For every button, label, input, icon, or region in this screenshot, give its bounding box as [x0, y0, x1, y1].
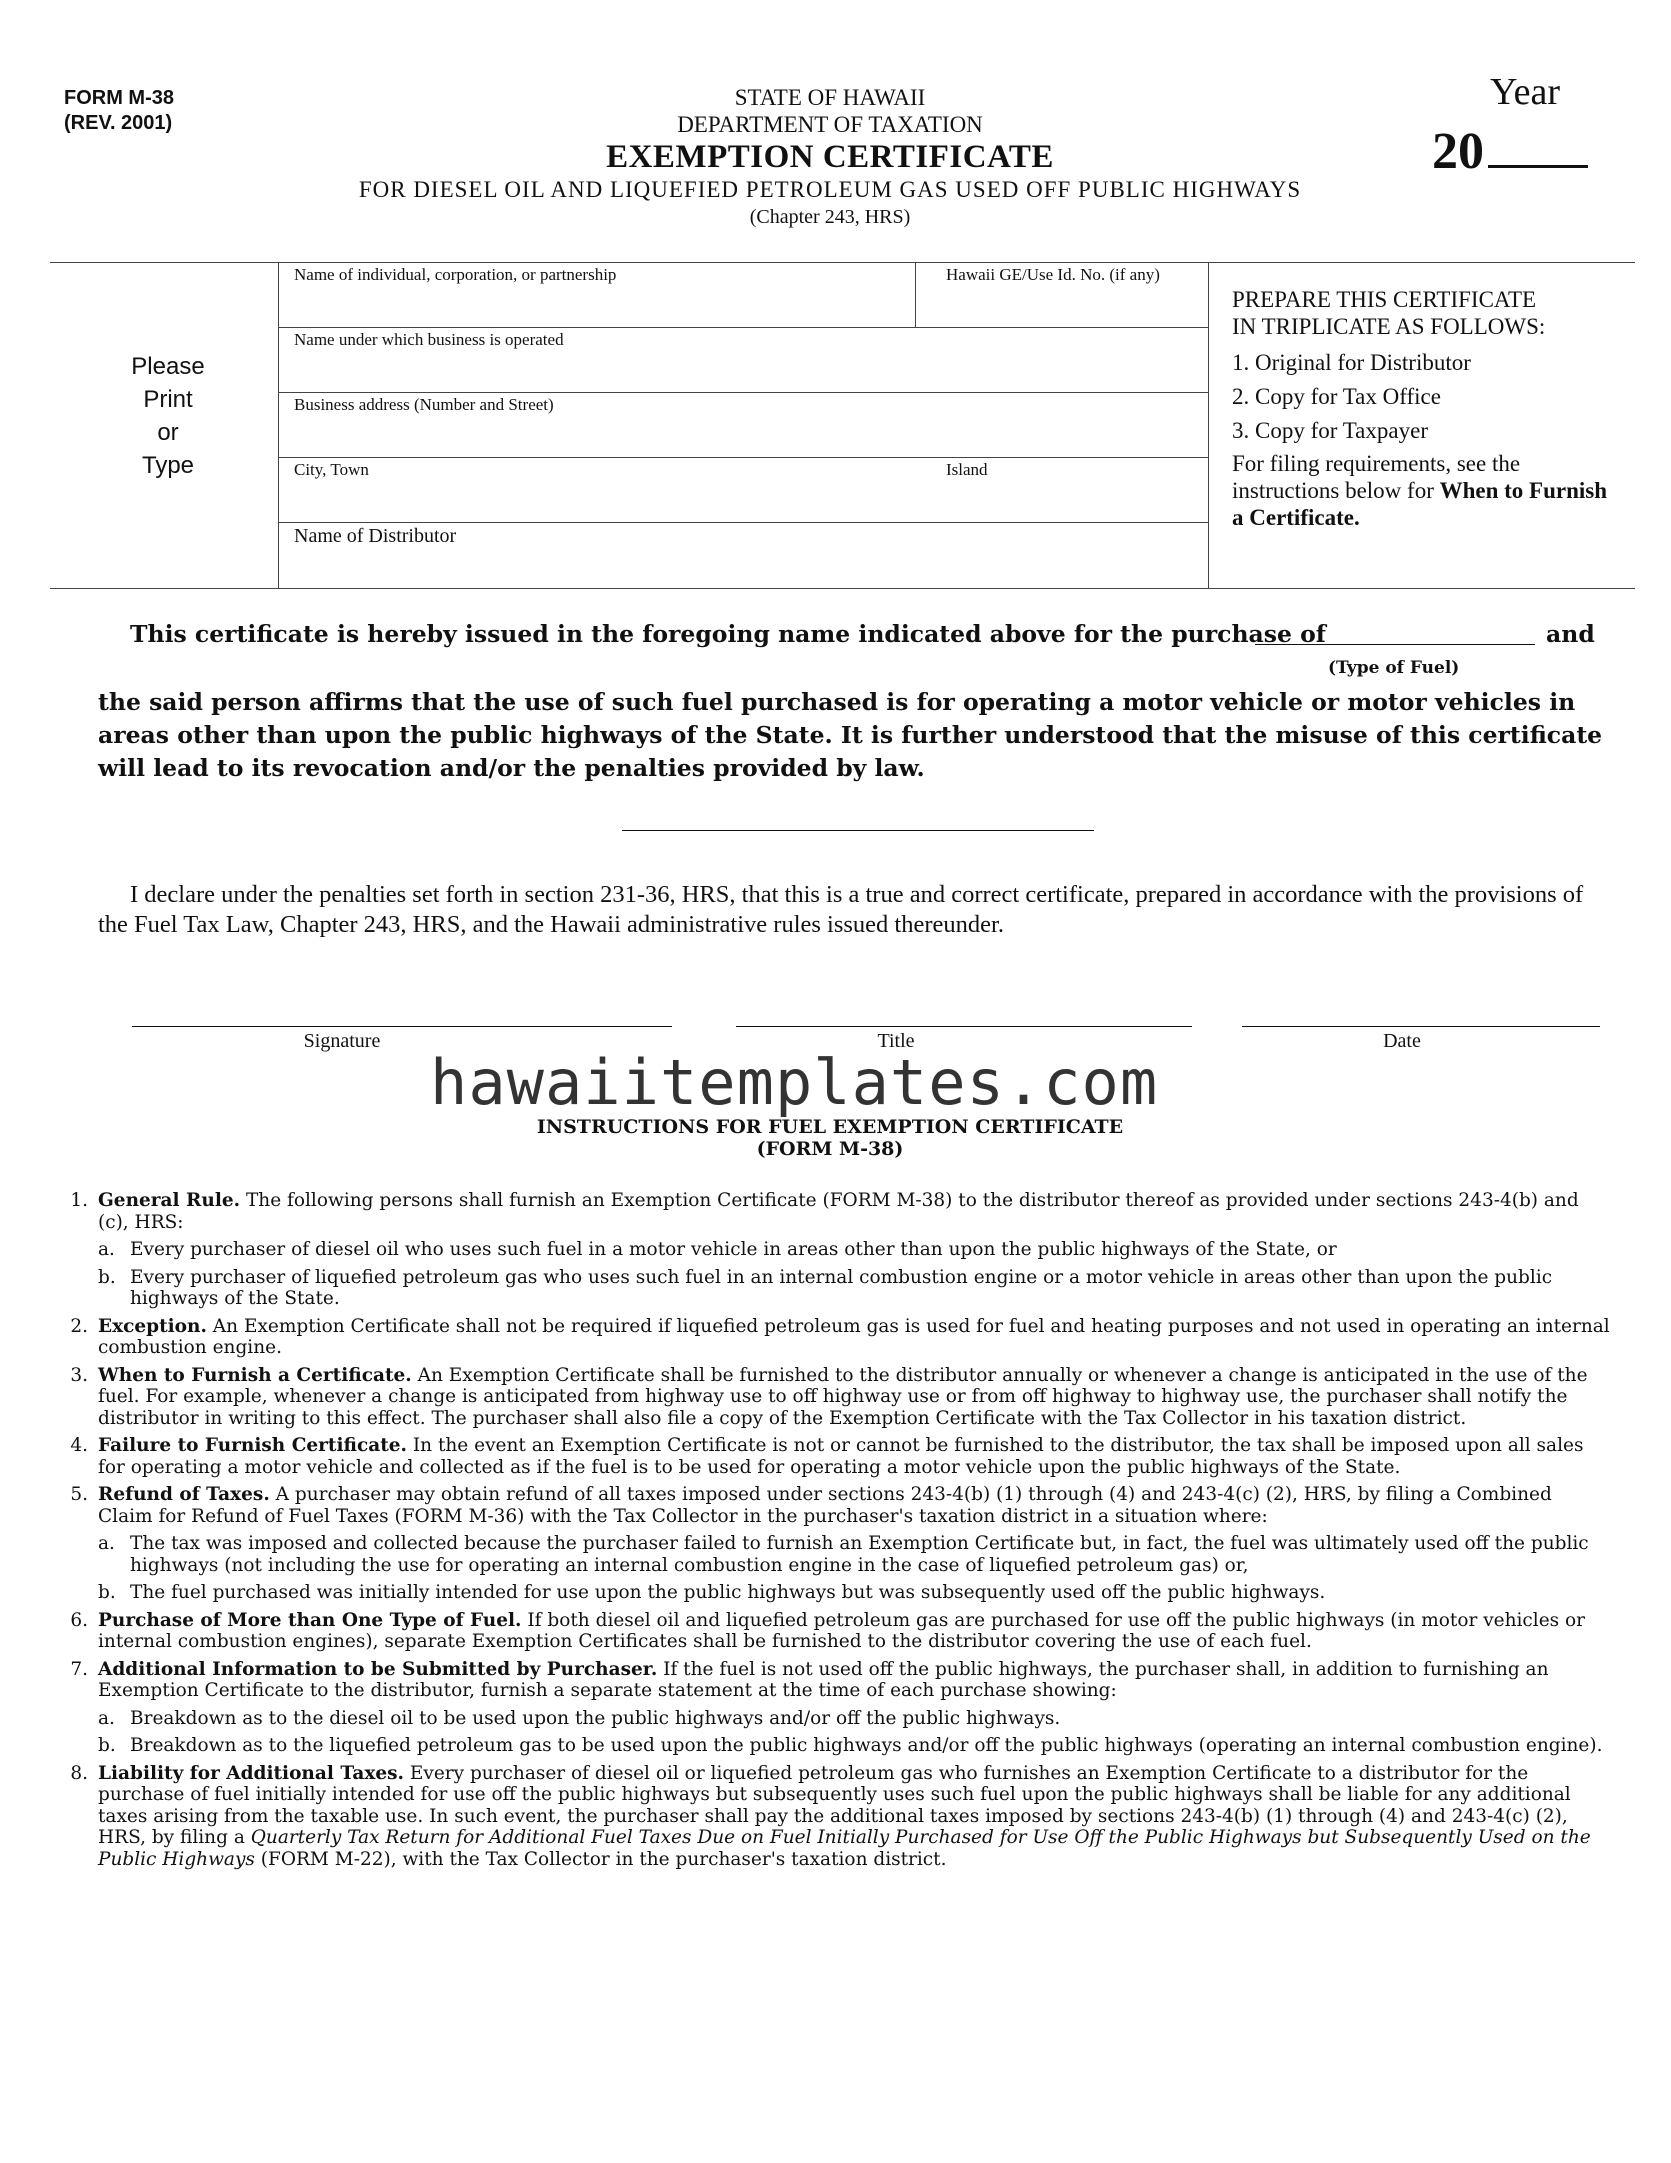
item-number: 7. [70, 1658, 88, 1680]
island-field[interactable] [946, 460, 988, 480]
city-field[interactable] [294, 460, 369, 480]
subitem-letter: b. [98, 1582, 116, 1603]
row-rule-3 [278, 457, 1208, 458]
prepare-item: 2. Copy for Tax Office [1232, 384, 1441, 409]
name-field[interactable] [294, 265, 616, 285]
subitem-letter: a. [98, 1533, 115, 1554]
instruction-item [62, 1316, 1612, 1359]
distributor-field-label: Name of Distributor [294, 525, 457, 547]
box-bottom-rule [50, 588, 1635, 589]
subitem-letter: a. [98, 1707, 115, 1729]
item-text: In the event an Exemption Certificate is not or cannot be furnished to the distributor, the tax shall be imposed upon all sales for operating a motor vehicle and collected as if the fuel is to be used for operating a motor vehicle upon the public highways of the State. [98, 1435, 1584, 1478]
please-print-line: or [157, 419, 179, 446]
instruction-item [62, 1365, 1612, 1430]
box-top-rule [50, 262, 1635, 263]
instruction-item [62, 1190, 1612, 1233]
chapter-ref: (Chapter 243, HRS) [749, 206, 911, 228]
form-id [64, 86, 174, 136]
date-field[interactable] [1242, 1026, 1600, 1027]
row-rule-4 [278, 522, 1208, 523]
item-heading: Purchase of More than One Type of Fuel. [98, 1609, 522, 1631]
item-number: 1. [70, 1190, 88, 1211]
date-label: Date [1383, 1030, 1421, 1052]
year-prefix: 20 [1432, 123, 1484, 180]
address-field[interactable] [294, 395, 554, 415]
ge-id-field-label: Hawaii GE/Use Id. No. (if any) [946, 265, 1160, 284]
prepare-note-text: For filing requirements, see the instructions below for [1232, 451, 1521, 503]
ge-id-field[interactable] [946, 265, 1160, 285]
ge-id-divider [915, 262, 916, 327]
item-number: 6. [70, 1609, 88, 1631]
address-field-label: Business address (Number and Street) [294, 395, 554, 414]
item-heading: When to Furnish a Certificate. [98, 1364, 412, 1386]
item-heading: Exception. [98, 1315, 207, 1337]
watermark: hawaiitemplates.com [430, 1046, 1159, 1119]
instruction-subitem [62, 1582, 1612, 1604]
instruction-item [62, 1659, 1612, 1702]
item-text-tail: (FORM M-22), with the Tax Collector in the purchaser's taxation district. [254, 1848, 947, 1870]
type-of-fuel-label: (Type of Fuel) [1328, 658, 1460, 678]
prepare-item: 1. Original for Distributor [1232, 350, 1471, 375]
please-print-line: Please [131, 353, 205, 380]
item-number: 4. [70, 1435, 88, 1456]
instruction-subitem [62, 1708, 1612, 1730]
item-text: If both diesel oil and liquefied petroleum gas are purchased for use off the public highways (in motor vehicles or internal combustion engines), separate Exemption Certificates shall be furnished to the distributor covering the use of each fuel. [98, 1609, 1586, 1652]
instruction-item [62, 1435, 1612, 1478]
item-number: 8. [70, 1762, 88, 1784]
prepare-title-line: IN TRIPLICATE AS FOLLOWS: [1232, 314, 1546, 339]
type-of-fuel-field[interactable] [1255, 644, 1535, 645]
subitem-text: Breakdown as to the diesel oil to be used upon the public highways and/or off the public highways. [130, 1707, 1061, 1729]
item-text: Every purchaser of diesel oil or liquefied petroleum gas who furnishes an Exemption Certificate to a distributor for the purchase of fuel initially intended for use off the public highways but subsequently uses such fuel upon the public highways shall be liable for any additional taxes arising from the taxable use. In such event, the purchaser shall pay the additional taxes imposed by sections 243-4(b) (1) through (4) and 243-4(c) (2), HRS, by filing a [98, 1762, 1571, 1848]
instructions-title [300, 1116, 1360, 1160]
declaration: I declare under the penalties set forth in section 231-36, HRS, that this is a true and correct certificate, prepared in accordance with the provisions of the Fuel Tax Law, Chapter 243, HRS, and the Hawaii administrative rules issued thereunder. [98, 881, 1584, 938]
please-print-line: Type [141, 452, 195, 479]
island-field-label: Island [946, 460, 988, 479]
please-print-label [120, 350, 216, 482]
subitem-text: Breakdown as to the liquefied petroleum gas to be used upon the public highways and/or off the public highways (operating an internal combustion engine). [130, 1735, 1603, 1756]
state-name: STATE OF HAWAII [734, 85, 926, 110]
form-subtitle: FOR DIESEL OIL AND LIQUEFIED PETROLEUM GAS USED OFF PUBLIC HIGHWAYS [358, 177, 1302, 202]
item-heading: Additional Information to be Submitted by Purchaser. [98, 1658, 658, 1680]
item-number: 3. [70, 1364, 88, 1386]
subitem-letter: a. [98, 1239, 115, 1260]
title-label: Title [877, 1030, 915, 1052]
city-field-label: City, Town [294, 460, 369, 479]
prepare-item: 3. Copy for Taxpayer [1232, 418, 1428, 443]
year-blank[interactable] [1488, 123, 1588, 168]
instructions-title-line: (FORM M-38) [756, 1138, 904, 1160]
subitem-letter: b. [98, 1735, 116, 1756]
department-name: DEPARTMENT OF TAXATION [677, 112, 983, 137]
item-heading: General Rule. [98, 1190, 241, 1211]
instructions-title-line: INSTRUCTIONS FOR FUEL EXEMPTION CERTIFICATE [536, 1116, 1124, 1138]
subitem-text: Every purchaser of liquefied petroleum gas who uses such fuel in an internal combustion engine or a motor vehicle in areas other than upon the public highways of the State. [130, 1266, 1553, 1309]
instruction-subitem [62, 1267, 1612, 1310]
prepare-instructions [1232, 286, 1622, 531]
subitem-text: The fuel purchased was initially intended for use upon the public highways but was subsequently used off the public highways. [130, 1582, 1326, 1603]
instruction-subitem [62, 1533, 1612, 1576]
instruction-item [62, 1484, 1612, 1527]
row-rule-1 [278, 327, 1208, 328]
center-divider [622, 830, 1094, 831]
item-heading: Liability for Additional Taxes. [98, 1762, 404, 1784]
year-field[interactable] [1432, 122, 1588, 181]
subitem-letter: b. [98, 1266, 116, 1288]
form-number: FORM M-38 [64, 87, 174, 109]
item-text: An Exemption Certificate shall be furnished to the distributor annually or whenever a change is anticipated in the use of the fuel. For example, whenever a change is anticipated from highway use to off highway use or from off highway to highway use, the purchaser shall notify the distributor in writing to this effect. The purchaser shall also file a copy of the Exemption Certificate with the Tax Collector in his taxation district. [98, 1364, 1588, 1429]
item-number: 2. [70, 1315, 88, 1337]
instruction-subitem [62, 1239, 1612, 1261]
business-name-field[interactable] [294, 330, 564, 350]
prepare-note [1232, 450, 1622, 531]
instructions-list [62, 1190, 1612, 1876]
item-text: An Exemption Certificate shall not be required if liquefied petroleum gas is used for fuel and heating purposes and not used in operating an internal combustion engine. [98, 1315, 1610, 1358]
box-right-divider [1208, 262, 1209, 588]
distributor-field[interactable] [294, 525, 456, 548]
item-text: If the fuel is not used off the public highways, the purchaser shall, in addition to furnishing an Exemption Certificate to the distributor, furnish a separate statement at the time of each purchase showing: [98, 1658, 1549, 1701]
prepare-note-emphasis: When to Furnish a Certificate. [1232, 478, 1608, 530]
certificate-first-line: This certificate is hereby issued in the foregoing name indicated above for the purchase of [130, 620, 1326, 648]
title-field[interactable] [736, 1026, 1192, 1027]
item-text: A purchaser may obtain refund of all taxes imposed under sections 243-4(b) (1) through (4) and 243-4(c) (2), HRS, by filing a Combined Claim for Refund of Fuel Taxes (FORM M-36) with the Tax Collector in the purchaser's taxation district in a situation where: [98, 1484, 1552, 1527]
form-title: EXEMPTION CERTIFICATE [606, 139, 1054, 175]
box-left-divider [278, 262, 279, 588]
item-number: 5. [70, 1484, 88, 1505]
form-header [300, 84, 1360, 230]
instruction-item [62, 1763, 1612, 1871]
business-name-field-label: Name under which business is operated [294, 330, 564, 349]
year-label: Year [1490, 71, 1561, 113]
subitem-text: Every purchaser of diesel oil who uses such fuel in a motor vehicle in areas other than upon the public highways of the State, or [130, 1239, 1337, 1260]
signature-field[interactable] [132, 1026, 672, 1027]
instruction-item [62, 1610, 1612, 1653]
item-heading: Refund of Taxes. [98, 1484, 270, 1505]
instruction-subitem [62, 1735, 1612, 1757]
please-print-line: Print [143, 386, 193, 413]
prepare-title-line: PREPARE THIS CERTIFICATE [1232, 287, 1537, 312]
name-field-label: Name of individual, corporation, or partnership [294, 265, 617, 284]
certificate-statement: the said person affirms that the use of such fuel purchased is for operating a motor vehicle or motor vehicles in areas other than upon the public highways of the State. It is further understood that the misuse of this certificate will lead to its revocation and/or the penalties provided by law. [98, 688, 1603, 782]
item-heading: Failure to Furnish Certificate. [98, 1435, 407, 1456]
row-rule-2 [278, 392, 1208, 393]
form-revision: (REV. 2001) [64, 112, 173, 134]
item-form-title: Quarterly Tax Return for Additional Fuel Taxes Due on Fuel Initially Purchased for Use Off the Public Highways but Subsequently Used on the Public Highways [98, 1827, 1591, 1870]
subitem-text: The tax was imposed and collected because the purchaser failed to furnish an Exemption Certificate but, in fact, the fuel was ultimately used off the public highways (not including the use for operating an internal combustion engine in the case of liquefied petroleum gas) or, [130, 1533, 1589, 1576]
certificate-and: and [1546, 620, 1595, 648]
item-text: The following persons shall furnish an Exemption Certificate (FORM M-38) to the distributor thereof as provided under sections 243-4(b) and (c), HRS: [98, 1190, 1579, 1233]
signature-label: Signature [303, 1030, 381, 1052]
